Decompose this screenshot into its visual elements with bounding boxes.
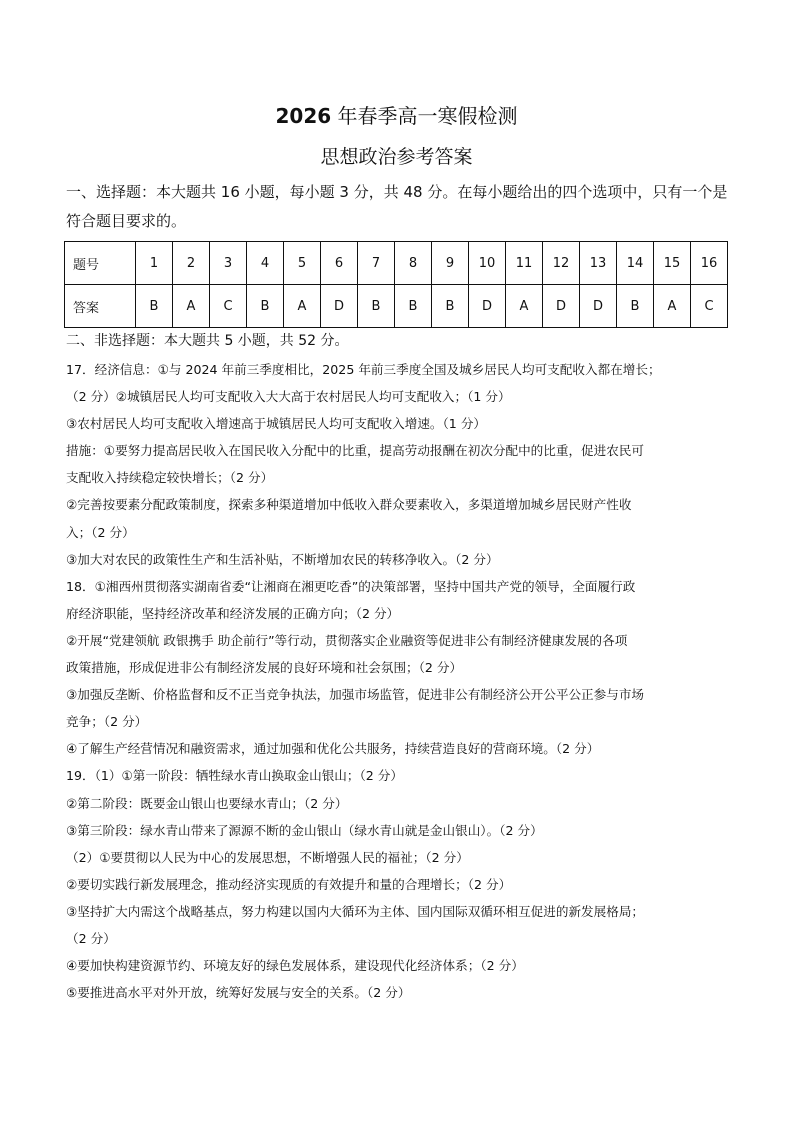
answer-cell: A (506, 285, 543, 328)
answer-line: 支配收入持续稳定较快增长；（2 分） (66, 470, 274, 486)
section-1-heading: 一、选择题：本大题共 16 小题，每小题 3 分，共 48 分。在每小题给出的四个选项中，只有一个是符合题目要求的。 (66, 183, 728, 230)
answer-cell: D (580, 285, 617, 328)
answer-line: 府经济职能，坚持经济改革和经济发展的正确方向；（2 分） (66, 605, 400, 621)
answer-cell: B (617, 285, 654, 328)
answer-cell: C (691, 285, 728, 328)
question-number: 9 (432, 242, 469, 285)
answer-line: （2 分） (66, 930, 116, 946)
question-number: 6 (321, 242, 358, 285)
page-subtitle: 思想政治参考答案 (320, 146, 473, 168)
title-year: 2026 (275, 104, 332, 128)
answer-table (64, 241, 728, 328)
question-number: 14 (617, 242, 654, 285)
answer-cell: D (321, 285, 358, 328)
question-number-row (65, 242, 728, 285)
row-label: 题号 (65, 242, 136, 285)
answer-cell: B (247, 285, 284, 328)
question-number: 7 (358, 242, 395, 285)
answer-line: 18．①湘西州贯彻落实湖南省委“让湘商在湘更吃香”的决策部署，坚持中国共产党的领导，全面履行政 (66, 578, 636, 594)
page-title (0, 100, 793, 129)
question-number: 10 (469, 242, 506, 285)
answer-line: ②要切实践行新发展理念，推动经济实现质的有效提升和量的合理增长；（2 分） (66, 876, 512, 892)
question-number: 5 (284, 242, 321, 285)
answer-line: ④要加快构建资源节约、环境友好的绿色发展体系，建设现代化经济体系；（2 分） (66, 958, 524, 974)
answer-cell: C (210, 285, 247, 328)
answer-row (65, 285, 728, 328)
question-number: 1 (136, 242, 173, 285)
answer-line: 措施：①要努力提高居民收入在国民收入分配中的比重，提高劳动报酬在初次分配中的比重，促进农民可 (66, 443, 645, 459)
answer-cell: A (173, 285, 210, 328)
section-2-heading: 二、非选择题：本大题共 5 小题，共 52 分。 (66, 333, 349, 349)
answer-line: 19．（1）①第一阶段：牺牲绿水青山换取金山银山；（2 分） (66, 768, 403, 784)
question-number: 16 (691, 242, 728, 285)
row-label: 答案 (65, 285, 136, 328)
answer-line: 入；（2 分） (66, 524, 135, 540)
answer-line: ③坚持扩大内需这个战略基点，努力构建以国内大循环为主体、国内国际双循环相互促进的新发展格局； (66, 903, 645, 919)
answer-line: ②第二阶段：既要金山银山也要绿水青山；（2 分） (66, 795, 348, 811)
answer-line: ②开展“党建领航 政银携手 助企前行”等行动，贯彻落实企业融资等促进非公有制经济健康发展的各项 (66, 632, 628, 648)
answer-line: 17．经济信息：①与 2024 年前三季度相比，2025 年前三季度全国及城乡居民人均可支配收入都在增长； (66, 362, 661, 377)
answer-line: （2 分）②城镇居民人均可支配收入大大高于农村居民人均可支配收入；（1 分） (66, 389, 511, 405)
answer-cell: A (284, 285, 321, 328)
answer-line: ③第三阶段：绿水青山带来了源源不断的金山银山（绿水青山就是金山银山）。（2 分） (66, 822, 543, 838)
answer-line: ②完善按要素分配政策制度，探索多种渠道增加中低收入群众要素收入，多渠道增加城乡居民财产性收 (66, 497, 632, 513)
question-number: 11 (506, 242, 543, 285)
title-text: 年春季高一寒假检测 (331, 104, 518, 128)
question-number: 2 (173, 242, 210, 285)
question-number: 3 (210, 242, 247, 285)
answer-text (66, 360, 746, 1010)
question-number: 4 (247, 242, 284, 285)
answer-line: ③加强反垄断、价格监督和反不正当竞争执法，加强市场监管，促进非公有制经济公开公平公正参与市场 (66, 687, 645, 703)
answer-cell: B (358, 285, 395, 328)
answer-line: ④了解生产经营情况和融资需求，通过加强和优化公共服务，持续营造良好的营商环境。（2 分） (66, 741, 600, 757)
question-number: 8 (395, 242, 432, 285)
answer-line: ③农村居民人均可支配收入增速高于城镇居民人均可支配收入增速。（1 分） (66, 416, 487, 432)
answer-line: 政策措施，形成促进非公有制经济发展的良好环境和社会氛围；（2 分） (66, 660, 463, 676)
question-number: 12 (543, 242, 580, 285)
answer-line: ③加大对农民的政策性生产和生活补贴，不断增加农民的转移净收入。（2 分） (66, 551, 499, 567)
answer-cell: D (469, 285, 506, 328)
answer-cell: A (654, 285, 691, 328)
answer-line: ⑤要推进高水平对外开放，统筹好发展与安全的关系。（2 分） (66, 985, 411, 1001)
answer-cell: B (136, 285, 173, 328)
answer-line: （2）①要贯彻以人民为中心的发展思想，不断增强人民的福祉；（2 分） (66, 849, 469, 865)
question-number: 13 (580, 242, 617, 285)
answer-cell: B (432, 285, 469, 328)
answer-line: 竞争；（2 分） (66, 714, 148, 730)
answer-cell: B (395, 285, 432, 328)
answer-cell: D (543, 285, 580, 328)
question-number: 15 (654, 242, 691, 285)
